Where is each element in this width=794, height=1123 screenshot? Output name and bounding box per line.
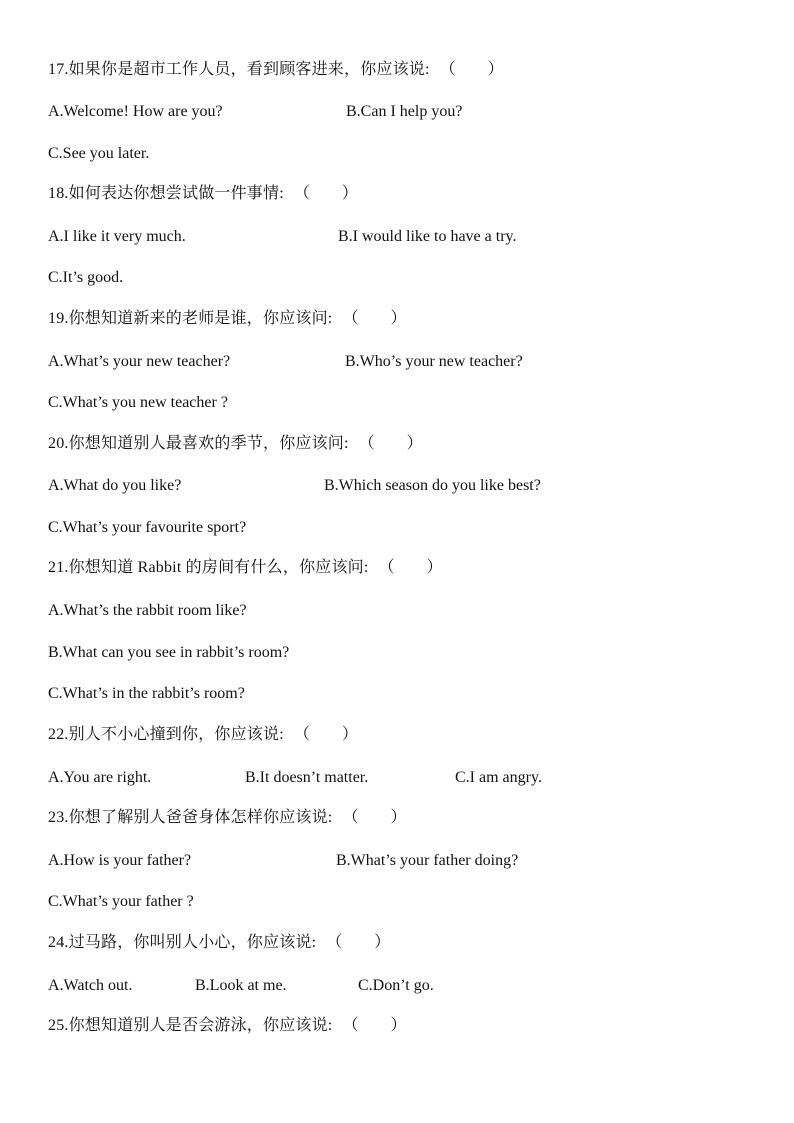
- question-25: [48, 1016, 406, 1036]
- option-c: C.What’s your favourite sport?: [48, 519, 247, 536]
- question-17: [48, 60, 504, 80]
- answer-blank: （ ）: [326, 934, 391, 951]
- option-b: B.Look at me.: [195, 977, 287, 994]
- option-b: B.Which season do you like best?: [324, 477, 541, 494]
- question-stem: 20.你想知道别人最喜欢的季节，你应该问:: [48, 435, 349, 452]
- question-stem: 24.过马路，你叫别人小心，你应该说:: [48, 934, 317, 951]
- answer-blank: （ ）: [293, 726, 358, 743]
- question-23: [48, 808, 406, 828]
- question-stem: 17.如果你是超市工作人员，看到顾客进来，你应该说:: [48, 61, 430, 78]
- option-c: C.What’s you new teacher ?: [48, 394, 228, 411]
- question-18: [48, 184, 358, 204]
- question-stem: 19.你想知道新来的老师是谁，你应该问:: [48, 310, 333, 327]
- question-20: [48, 434, 423, 454]
- option-a: A.What’s the rabbit room like?: [48, 602, 247, 619]
- option-c: C.What’s in the rabbit’s room?: [48, 685, 245, 702]
- answer-blank: （ ）: [342, 1017, 407, 1034]
- option-c: C.Don’t go.: [358, 977, 434, 994]
- answer-blank: （ ）: [293, 185, 358, 202]
- option-b: B.What can you see in rabbit’s room?: [48, 644, 290, 661]
- question-stem: 18.如何表达你想尝试做一件事情:: [48, 185, 284, 202]
- question-22: [48, 725, 358, 745]
- answer-blank: （ ）: [342, 310, 407, 327]
- option-a: A.You are right.: [48, 769, 152, 786]
- option-a: A.Welcome! How are you?: [48, 103, 223, 120]
- answer-blank: （ ）: [358, 435, 423, 452]
- option-b: B.Can I help you?: [346, 103, 463, 120]
- option-b: B.Who’s your new teacher?: [345, 353, 523, 370]
- question-stem: 23.你想了解别人爸爸身体怎样你应该说:: [48, 809, 333, 826]
- option-c: C.I am angry.: [455, 769, 542, 786]
- option-c: C.It’s good.: [48, 269, 124, 286]
- question-stem: 22.别人不小心撞到你，你应该说:: [48, 726, 284, 743]
- question-stem: 21.你想知道 Rabbit 的房间有什么，你应该问:: [48, 559, 369, 576]
- question-21: [48, 558, 443, 578]
- question-24: [48, 933, 390, 953]
- answer-blank: （ ）: [378, 559, 443, 576]
- option-c: C.What’s your father ?: [48, 893, 194, 910]
- answer-blank: （ ）: [342, 809, 407, 826]
- option-a: A.What do you like?: [48, 477, 182, 494]
- option-a: A.What’s your new teacher?: [48, 353, 231, 370]
- option-b: B.It doesn’t matter.: [245, 769, 369, 786]
- option-a: A.I like it very much.: [48, 228, 186, 245]
- question-stem: 25.你想知道别人是否会游泳，你应该说:: [48, 1017, 333, 1034]
- option-a: A.How is your father?: [48, 852, 192, 869]
- option-a: A.Watch out.: [48, 977, 133, 994]
- option-b: B.What’s your father doing?: [336, 852, 519, 869]
- option-b: B.I would like to have a try.: [338, 228, 517, 245]
- question-19: [48, 309, 406, 329]
- answer-blank: （ ）: [439, 61, 504, 78]
- option-c: C.See you later.: [48, 145, 150, 162]
